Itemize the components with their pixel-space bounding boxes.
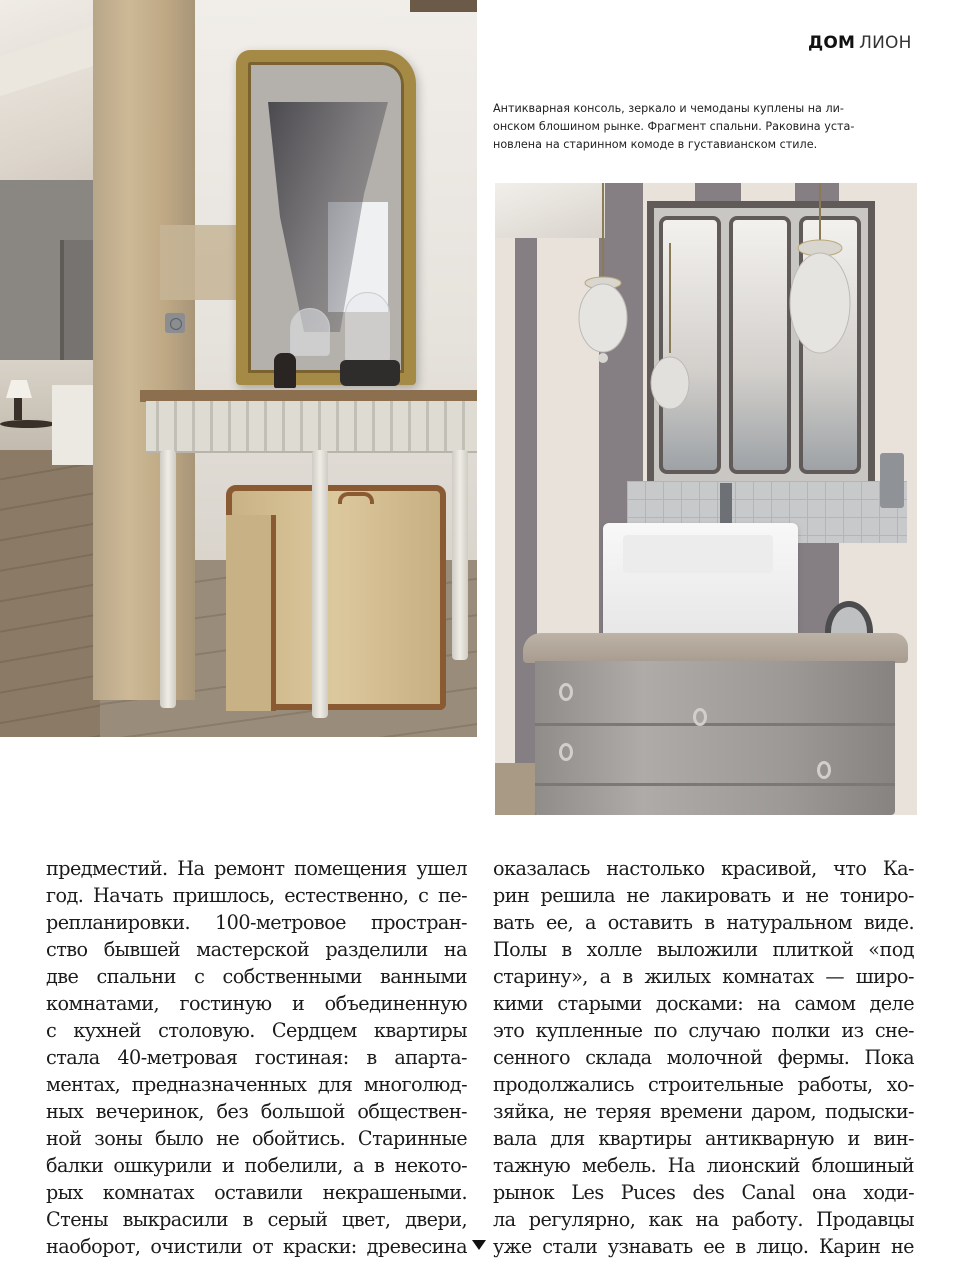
wood-floor [0,450,100,737]
text-line: Стены выкрасили в серый цвет, двери, [46,1208,467,1231]
glass-cloche-large [345,292,390,362]
text-line: рых комнатах оставили некрашеными. [46,1181,467,1204]
body-column-left [46,855,467,1260]
sink-basin [623,535,773,573]
caption-line: онском блошином рынке. Фрагмент спальни. Раковина уста- [493,120,855,133]
cloche-stand [340,360,400,386]
crystal-pendant-left-icon [573,183,633,373]
text-line: рынок Les Puces des Canal она ходи- [493,1181,914,1204]
section-label: ДОМ [808,33,856,53]
running-head [808,33,912,53]
lamp-base [14,398,22,420]
text-line: вала для квартиры антикварную и вин- [493,1127,914,1150]
side-table [0,420,55,428]
text-line: предместий. На ремонт помещения ушел [46,857,467,880]
text-line: наоборот, очистили от краски: древесина [46,1235,467,1258]
gustavian-dresser [535,661,895,815]
text-line: ных вечеринок, без большой обществен- [46,1100,467,1123]
text-line: ство бывшей мастерской разделили на [46,938,467,961]
drawer-pull [817,761,831,779]
console-leg [452,450,468,660]
text-line: две спальни с собственными ванными [46,965,467,988]
photo-caption [493,100,921,154]
text-line: Полы в холле выложили плиткой «под [493,938,914,961]
glass-cloche-small [290,308,330,356]
text-line: кими старыми досками: на самом деле [493,992,914,1015]
stone-pillar [93,0,195,700]
place-label: ЛИОН [859,33,912,53]
photo-bathroom-vanity [495,183,917,815]
text-line: с кухней столовую. Сердцем квартиры [46,1019,467,1042]
text-line: зяйка, не теряя времени даром, подыски- [493,1100,914,1123]
caption-line: новлена на старинном комоде в густавианском стиле. [493,138,818,151]
text-line: комнатами, гостиную и объединенную [46,992,467,1015]
crystal-pendant-right-icon [785,183,855,383]
text-line: рин решила не лакировать и не тониро- [493,884,914,907]
text-line: уже стали узнавать ее в лицо. Карин не [493,1235,914,1258]
photo-console-mirror [0,0,477,737]
text-line: ной зоны было не обойтись. Старинные [46,1127,467,1150]
console-leg [160,450,176,708]
text-line: ментах, предназначенных для многолюд- [46,1073,467,1096]
text-line: продолжались строительные работы, хо- [493,1073,914,1096]
text-line: ла регулярно, как на работу. Продавцы [493,1208,914,1231]
drawer-line [535,723,895,726]
text-line: репланировки. 100-метровое простран- [46,911,467,934]
light-switch [165,313,185,333]
text-line: оказалась настолько красивой, что Ка- [493,857,914,880]
square-sink [603,523,798,641]
body-column-right [493,855,914,1260]
continue-triangle-icon [472,1240,486,1250]
drawer-line [535,783,895,786]
wood-floor [495,763,535,815]
drawer-pull [559,743,573,761]
text-line: старину», а в жилых комнатах — широ- [493,965,914,988]
caption-line: Антикварная консоль, зеркало и чемоданы куплены на ли- [493,102,844,115]
console-apron [146,401,477,453]
figurine [274,353,296,388]
wall-outlet [880,453,904,508]
text-line: тажную мебель. На лионский блошиный [493,1154,914,1177]
text-line: сенного склада молочной фермы. Пока [493,1046,914,1069]
text-line: вать ее, а оставить в натуральном виде. [493,911,914,934]
drawer-keyhole [693,708,707,726]
text-line: это купленные по случаю полки из сне- [493,1019,914,1042]
suitcase-side [226,515,276,711]
text-line: год. Начать пришлось, естественно, с пе- [46,884,467,907]
text-line: стала 40-метровая гостиная: в апарта- [46,1046,467,1069]
top-beam [410,0,477,12]
faucet [720,483,732,527]
suitcase-handle [338,492,374,504]
mirror-pane [729,216,791,474]
bed [52,385,97,465]
text-line: балки ошкурили и побелили, а в некото- [46,1154,467,1177]
dresser-top [523,633,908,663]
drawer-pull [559,683,573,701]
crystal-pendant-reflection-icon [645,243,695,413]
console-leg [312,450,328,718]
